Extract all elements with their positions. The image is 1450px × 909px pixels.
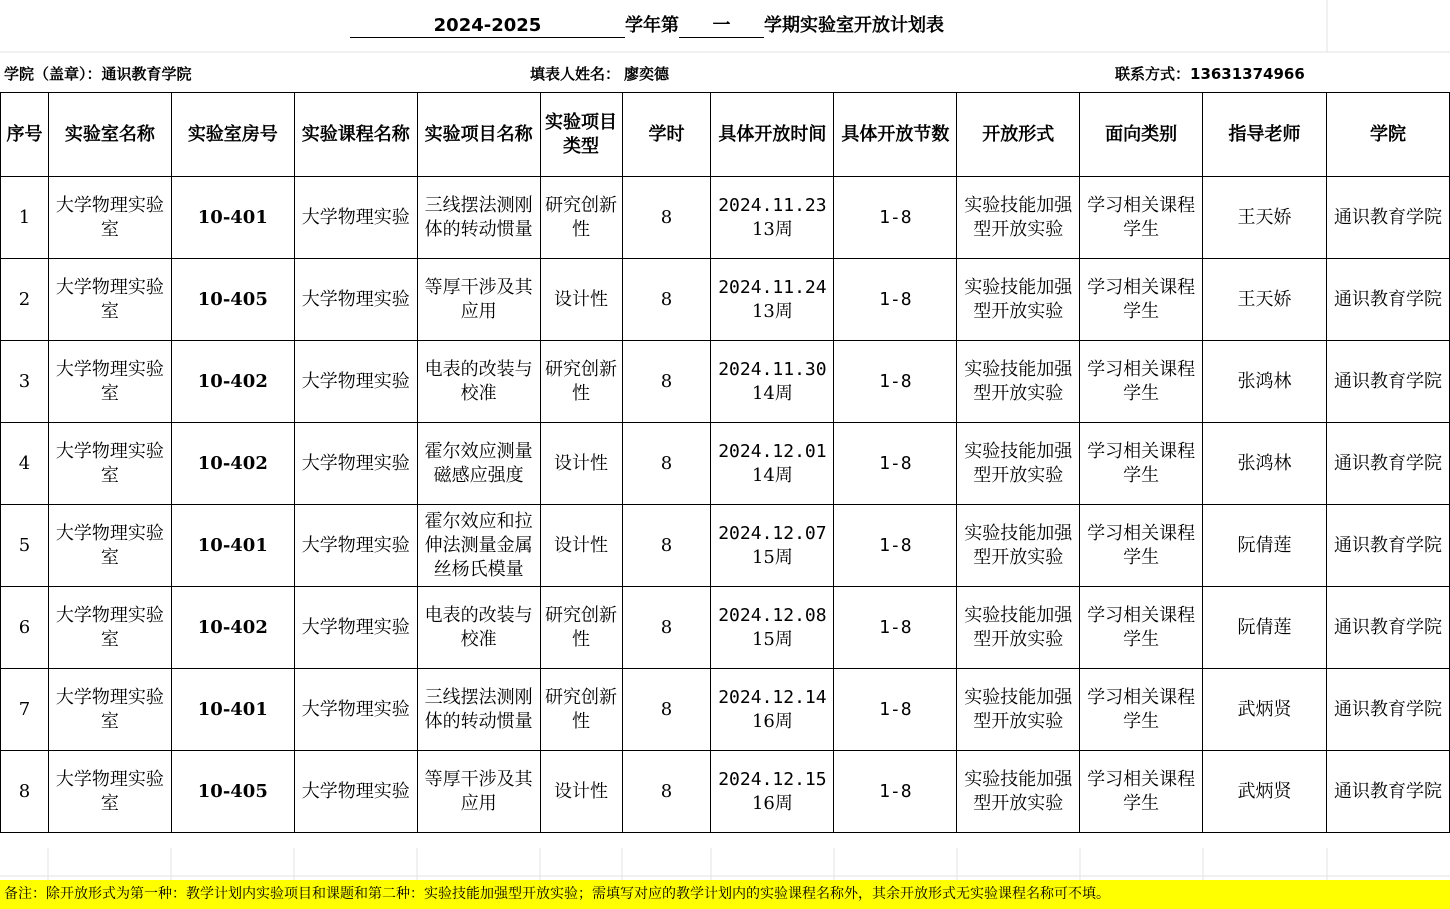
cell-course: 大学物理实验 (294, 423, 417, 505)
header-lab-name: 实验室名称 (48, 93, 171, 177)
cell-target: 学习相关课程学生 (1080, 259, 1203, 341)
cell-sessions: 1-8 (834, 341, 957, 423)
table-row (1, 669, 1450, 751)
open-date: 2024.12.01 (718, 440, 827, 462)
table-row (1, 751, 1450, 833)
cell-project: 三线摆法测刚体的转动惯量 (417, 177, 540, 259)
cell-sessions: 1-8 (834, 505, 957, 587)
cell-room: 10-402 (171, 423, 294, 505)
title-semester: 一 (679, 15, 764, 38)
cell-project-type: 设计性 (540, 505, 622, 587)
cell-college: 通识教育学院 (1326, 177, 1449, 259)
cell-no: 4 (1, 423, 49, 505)
cell-no: 1 (1, 177, 49, 259)
cell-target: 学习相关课程学生 (1080, 669, 1203, 751)
cell-hours: 8 (622, 423, 711, 505)
title-after-semester: 学期实验室开放计划表 (764, 15, 944, 36)
open-date: 2024.12.07 (718, 522, 827, 544)
cell-no: 7 (1, 669, 49, 751)
cell-college: 通识教育学院 (1326, 341, 1449, 423)
cell-open-form: 实验技能加强型开放实验 (957, 669, 1080, 751)
cell-open-form: 实验技能加强型开放实验 (957, 423, 1080, 505)
open-week: 16周 (751, 792, 793, 814)
cell-open-form: 实验技能加强型开放实验 (957, 341, 1080, 423)
cell-project: 三线摆法测刚体的转动惯量 (417, 669, 540, 751)
cell-lab-name: 大学物理实验室 (48, 505, 171, 587)
open-date: 2024.12.08 (718, 604, 827, 626)
cell-hours: 8 (622, 177, 711, 259)
page-title (350, 15, 944, 38)
cell-room: 10-401 (171, 505, 294, 587)
open-date: 2024.11.24 (718, 276, 827, 298)
table-row (1, 423, 1450, 505)
cell-project: 等厚干涉及其应用 (417, 259, 540, 341)
table-row (1, 587, 1450, 669)
cell-college: 通识教育学院 (1326, 751, 1449, 833)
cell-room: 10-402 (171, 341, 294, 423)
cell-project-type: 研究创新性 (540, 341, 622, 423)
cell-target: 学习相关课程学生 (1080, 177, 1203, 259)
cell-teacher: 武炳贤 (1203, 751, 1327, 833)
filler-label: 填表人姓名： (530, 65, 621, 83)
header-row (1, 93, 1450, 177)
open-week: 15周 (751, 628, 793, 650)
cell-teacher: 阮倩莲 (1203, 587, 1327, 669)
header-no: 序号 (1, 93, 49, 177)
open-week: 16周 (751, 710, 793, 732)
cell-target: 学习相关课程学生 (1080, 587, 1203, 669)
cell-project-type: 研究创新性 (540, 177, 622, 259)
cell-room: 10-405 (171, 751, 294, 833)
cell-open-form: 实验技能加强型开放实验 (957, 177, 1080, 259)
cell-lab-name: 大学物理实验室 (48, 177, 171, 259)
cell-course: 大学物理实验 (294, 669, 417, 751)
cell-course: 大学物理实验 (294, 341, 417, 423)
header-target: 面向类别 (1080, 93, 1203, 177)
header-sessions: 具体开放节数 (834, 93, 957, 177)
cell-open-time (711, 669, 834, 751)
cell-project-type: 研究创新性 (540, 587, 622, 669)
open-date: 2024.11.23 (718, 194, 827, 216)
header-college: 学院 (1326, 93, 1449, 177)
cell-room: 10-401 (171, 669, 294, 751)
table-row (1, 259, 1450, 341)
cell-lab-name: 大学物理实验室 (48, 751, 171, 833)
contact-info: 联系方式：13631374966 (1115, 65, 1305, 83)
cell-sessions: 1-8 (834, 751, 957, 833)
header-course: 实验课程名称 (294, 93, 417, 177)
header-hours: 学时 (622, 93, 711, 177)
table-row (1, 177, 1450, 259)
cell-project-type: 设计性 (540, 751, 622, 833)
cell-sessions: 1-8 (834, 177, 957, 259)
remark-note: 备注：除开放形式为第一种：教学计划内实验项目和课题和第二种：实验技能加强型开放实验；需填写对应的教学计划内的实验课程名称外，其余开放形式无实验课程名称可不填。 (0, 880, 1450, 909)
cell-room: 10-402 (171, 587, 294, 669)
cell-open-time (711, 423, 834, 505)
cell-teacher: 武炳贤 (1203, 669, 1327, 751)
cell-college: 通识教育学院 (1326, 669, 1449, 751)
cell-teacher: 张鸿林 (1203, 423, 1327, 505)
cell-project: 霍尔效应测量磁感应强度 (417, 423, 540, 505)
cell-open-form: 实验技能加强型开放实验 (957, 751, 1080, 833)
cell-course: 大学物理实验 (294, 505, 417, 587)
cell-hours: 8 (622, 505, 711, 587)
cell-no: 3 (1, 341, 49, 423)
cell-sessions: 1-8 (834, 423, 957, 505)
cell-room: 10-405 (171, 259, 294, 341)
cell-college: 通识教育学院 (1326, 587, 1449, 669)
header-project: 实验项目名称 (417, 93, 540, 177)
cell-open-form: 实验技能加强型开放实验 (957, 587, 1080, 669)
cell-teacher: 张鸿林 (1203, 341, 1327, 423)
cell-project: 等厚干涉及其应用 (417, 751, 540, 833)
open-week: 14周 (751, 464, 793, 486)
cell-no: 8 (1, 751, 49, 833)
cell-room: 10-401 (171, 177, 294, 259)
cell-hours: 8 (622, 587, 711, 669)
cell-sessions: 1-8 (834, 669, 957, 751)
cell-target: 学习相关课程学生 (1080, 341, 1203, 423)
cell-college: 通识教育学院 (1326, 259, 1449, 341)
cell-lab-name: 大学物理实验室 (48, 587, 171, 669)
cell-open-time (711, 341, 834, 423)
cell-hours: 8 (622, 751, 711, 833)
cell-project: 霍尔效应和拉伸法测量金属丝杨氏模量 (417, 505, 540, 587)
cell-open-time (711, 751, 834, 833)
college-info: 学院（盖章）：通识教育学院 (4, 65, 192, 83)
cell-project: 电表的改装与校准 (417, 587, 540, 669)
title-row (0, 0, 1450, 52)
cell-sessions: 1-8 (834, 259, 957, 341)
cell-teacher: 阮倩莲 (1203, 505, 1327, 587)
cell-hours: 8 (622, 259, 711, 341)
open-week: 15周 (751, 546, 793, 568)
cell-college: 通识教育学院 (1326, 423, 1449, 505)
open-date: 2024.11.30 (718, 358, 827, 380)
cell-sessions: 1-8 (834, 587, 957, 669)
open-week: 13周 (751, 218, 793, 240)
open-week: 14周 (751, 382, 793, 404)
header-project-type: 实验项目类型 (540, 93, 622, 177)
cell-target: 学习相关课程学生 (1080, 751, 1203, 833)
cell-lab-name: 大学物理实验室 (48, 259, 171, 341)
cell-course: 大学物理实验 (294, 259, 417, 341)
header-teacher: 指导老师 (1203, 93, 1327, 177)
cell-course: 大学物理实验 (294, 587, 417, 669)
table-row (1, 505, 1450, 587)
cell-open-time (711, 259, 834, 341)
cell-college: 通识教育学院 (1326, 505, 1449, 587)
cell-open-time (711, 177, 834, 259)
title-year: 2024-2025 (350, 15, 625, 38)
cell-teacher: 王天娇 (1203, 177, 1327, 259)
cell-project-type: 设计性 (540, 259, 622, 341)
open-week: 13周 (751, 300, 793, 322)
cell-project: 电表的改装与校准 (417, 341, 540, 423)
header-room: 实验室房号 (171, 93, 294, 177)
cell-lab-name: 大学物理实验室 (48, 341, 171, 423)
title-after-year: 学年第 (625, 15, 679, 36)
table-row (1, 341, 1450, 423)
lab-schedule-table (0, 92, 1450, 833)
open-date: 2024.12.15 (718, 768, 827, 790)
cell-teacher: 王天娇 (1203, 259, 1327, 341)
cell-course: 大学物理实验 (294, 177, 417, 259)
cell-project-type: 研究创新性 (540, 669, 622, 751)
header-open-time: 具体开放时间 (711, 93, 834, 177)
header-open-form: 开放形式 (957, 93, 1080, 177)
cell-lab-name: 大学物理实验室 (48, 669, 171, 751)
cell-open-form: 实验技能加强型开放实验 (957, 505, 1080, 587)
cell-course: 大学物理实验 (294, 751, 417, 833)
cell-open-time (711, 505, 834, 587)
cell-no: 2 (1, 259, 49, 341)
cell-target: 学习相关课程学生 (1080, 505, 1203, 587)
cell-no: 6 (1, 587, 49, 669)
open-date: 2024.12.14 (718, 686, 827, 708)
cell-lab-name: 大学物理实验室 (48, 423, 171, 505)
cell-hours: 8 (622, 341, 711, 423)
filler-info (530, 63, 669, 84)
cell-open-time (711, 587, 834, 669)
cell-no: 5 (1, 505, 49, 587)
cell-hours: 8 (622, 669, 711, 751)
cell-project-type: 设计性 (540, 423, 622, 505)
cell-target: 学习相关课程学生 (1080, 423, 1203, 505)
filler-name: 廖奕德 (624, 65, 670, 83)
cell-open-form: 实验技能加强型开放实验 (957, 259, 1080, 341)
